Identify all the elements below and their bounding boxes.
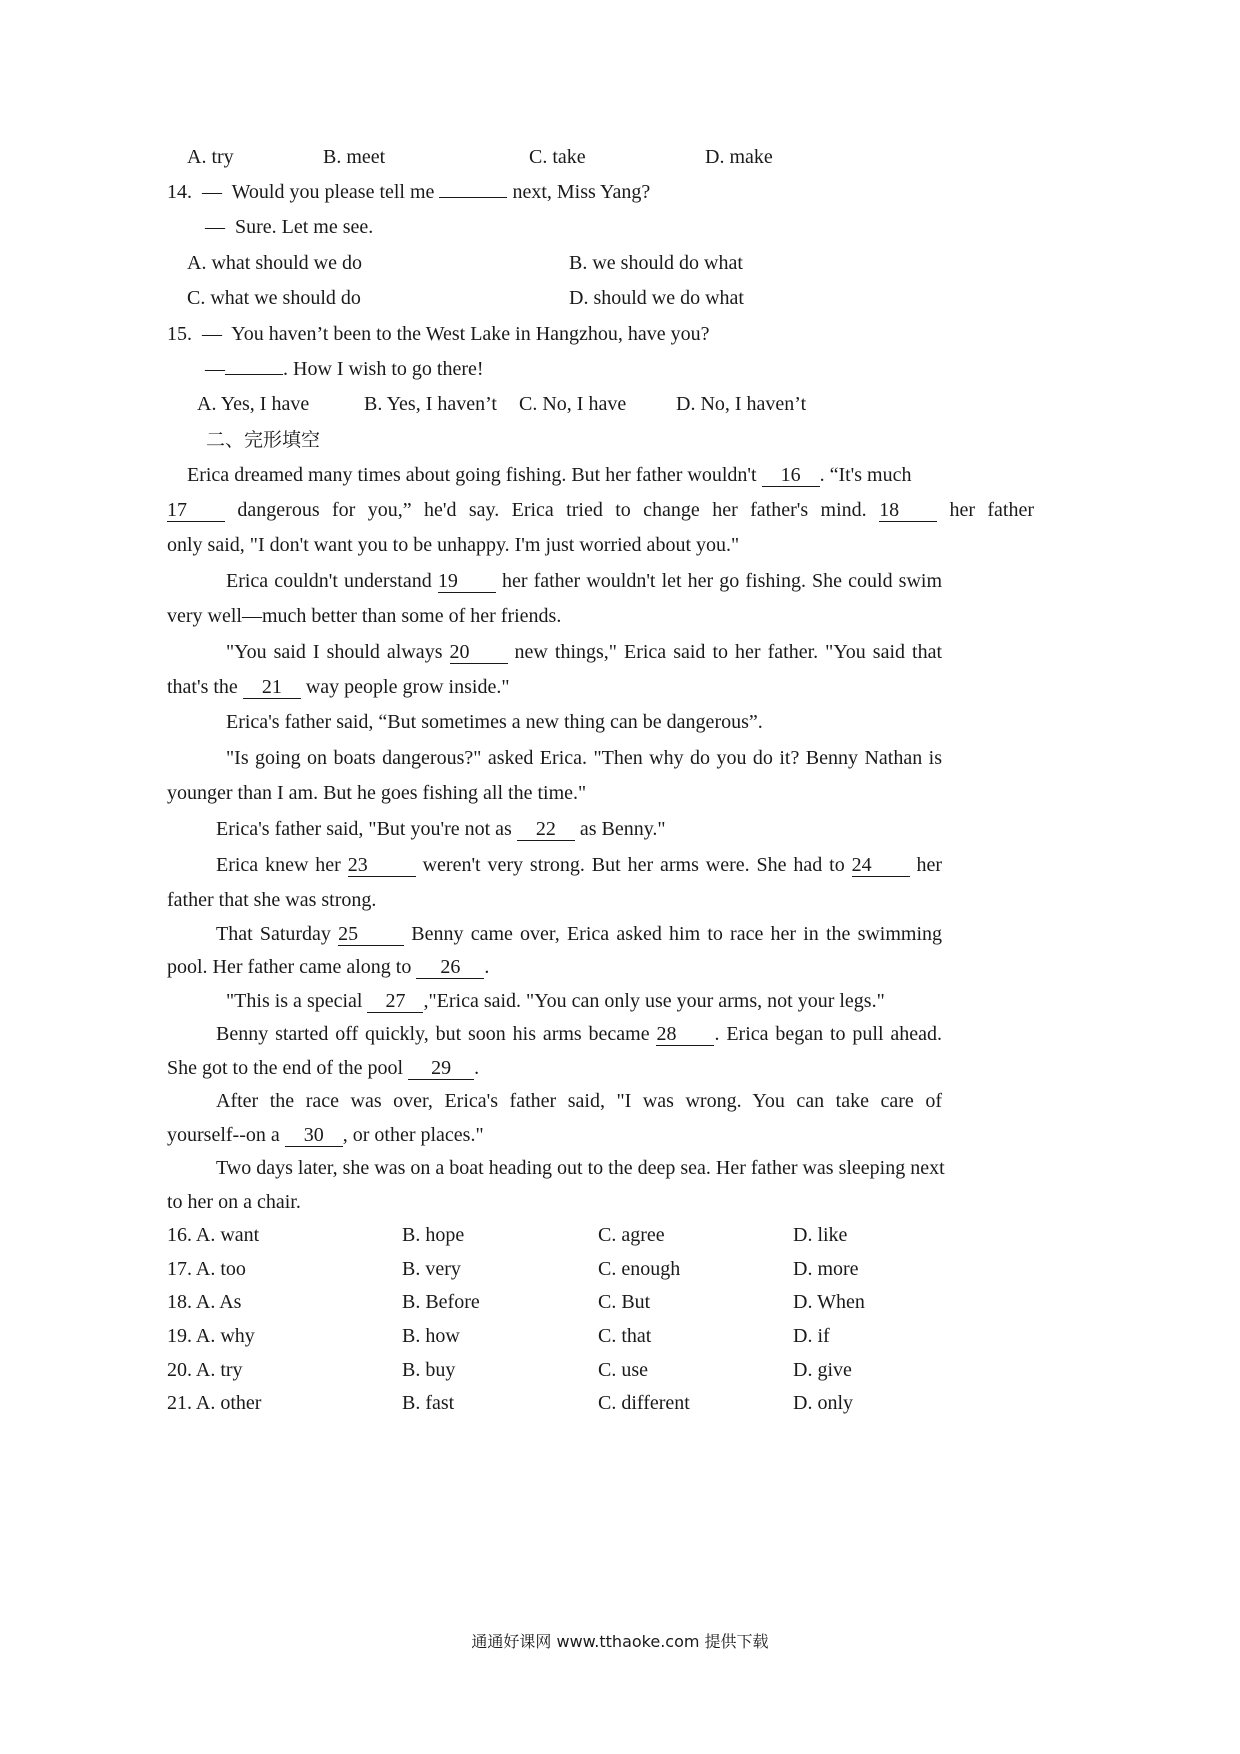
passage-text: that's the — [167, 676, 238, 698]
q18-option-d: D. When — [793, 1291, 865, 1313]
passage-line-20 — [167, 1121, 484, 1149]
blank-18: 18 — [879, 499, 937, 522]
q14-number: 14. — [167, 181, 192, 203]
passage-text: She got to the end of the pool — [167, 1057, 404, 1079]
q17-option-c: C. enough — [598, 1258, 681, 1280]
blank-16: 16 — [762, 464, 820, 487]
passage-line-18 — [167, 1054, 479, 1082]
passage-text: her father wouldn't let her go fishing. She could swim — [501, 570, 943, 592]
passage-line-8: Erica's father said, “But sometimes a new thing can be dangerous”. — [226, 711, 763, 733]
q21-option-c: C. different — [598, 1392, 690, 1414]
blank-19: 19 — [438, 570, 496, 593]
q17-option-d: D. more — [793, 1258, 859, 1280]
section-heading: 二、完形填空 — [206, 429, 321, 451]
passage-line-6 — [226, 638, 942, 666]
passage-text: weren't very strong. But her arms were. She had to — [422, 854, 845, 876]
q14-option-b: B. we should do what — [569, 252, 743, 274]
passage-text: as Benny." — [579, 818, 666, 840]
passage-line-22: to her on a chair. — [167, 1191, 301, 1213]
q15-blank — [225, 374, 283, 375]
q15-option-c: C. No, I have — [519, 393, 627, 415]
q13-option-a: A. try — [187, 146, 234, 168]
q14-question — [167, 178, 650, 206]
passage-text: pool. Her father came along to — [167, 956, 412, 978]
q16-option-a: 16. A. want — [167, 1224, 260, 1246]
passage-text: . — [484, 956, 490, 978]
q14-option-a: A. what should we do — [187, 252, 362, 274]
q14-option-d: D. should we do what — [569, 287, 744, 309]
q20-option-c: C. use — [598, 1359, 648, 1381]
blank-27: 27 — [367, 990, 423, 1013]
q20-option-a: 20. A. try — [167, 1359, 243, 1381]
q20-option-b: B. buy — [402, 1359, 456, 1381]
blank-24: 24 — [852, 854, 910, 877]
passage-line-4 — [226, 567, 942, 595]
page-footer: 通通好课网 www.tthaoke.com 提供下载 — [471, 1632, 769, 1651]
q15-number: 15. — [167, 323, 192, 345]
passage-line-3: only said, "I don't want you to be unhappy. I'm just worried about you." — [167, 534, 740, 556]
passage-text: ,"Erica said. "You can only use your arms, not your legs." — [423, 990, 885, 1012]
q19-option-d: D. if — [793, 1325, 830, 1347]
passage-line-2 — [167, 496, 1034, 524]
passage-text: her — [916, 854, 943, 876]
q15-reply — [205, 355, 484, 383]
q13-option-d: D. make — [705, 146, 773, 168]
blank-30: 30 — [285, 1124, 343, 1147]
q19-option-c: C. that — [598, 1325, 652, 1347]
q18-option-c: C. But — [598, 1291, 651, 1313]
passage-line-17 — [216, 1020, 942, 1048]
q15-text: You haven’t been to the West Lake in Hangzhou, have you? — [231, 323, 710, 345]
passage-text: "This is a special — [226, 990, 363, 1012]
passage-text: way people grow inside." — [305, 676, 510, 698]
passage-line-14 — [216, 920, 942, 948]
q20-option-d: D. give — [793, 1359, 852, 1381]
passage-line-19: After the race was over, Erica's father said, "I was wrong. You can take care of — [216, 1090, 942, 1112]
passage-text: That Saturday — [216, 923, 331, 945]
q16-option-b: B. hope — [402, 1224, 465, 1246]
passage-line-15 — [167, 953, 489, 981]
passage-text: her father — [949, 499, 1035, 521]
passage-text: . “It's much — [819, 464, 912, 486]
blank-25: 25 — [338, 923, 404, 946]
passage-text: . Erica began to pull ahead. — [714, 1023, 942, 1045]
passage-line-7 — [167, 673, 509, 701]
q15-question — [167, 320, 710, 348]
passage-text: , or other places." — [342, 1124, 484, 1146]
q21-option-a: 21. A. other — [167, 1392, 262, 1414]
q16-option-c: C. agree — [598, 1224, 665, 1246]
q17-option-b: B. very — [402, 1258, 461, 1280]
blank-22: 22 — [517, 818, 575, 841]
passage-text: "You said I should always — [226, 641, 443, 663]
q13-option-c: C. take — [529, 146, 586, 168]
q15-option-d: D. No, I haven’t — [676, 393, 807, 415]
q14-option-c: C. what we should do — [187, 287, 361, 309]
passage-line-13: father that she was strong. — [167, 889, 377, 911]
q16-option-d: D. like — [793, 1224, 848, 1246]
blank-26: 26 — [416, 956, 484, 979]
q14-reply-dash: — — [205, 216, 225, 238]
q13-option-b: B. meet — [323, 146, 386, 168]
passage-line-9: "Is going on boats dangerous?" asked Erica. "Then why do you do it? Benny Nathan is — [226, 747, 942, 769]
passage-line-1 — [187, 461, 912, 489]
q14-reply-text: Sure. Let me see. — [235, 216, 374, 238]
blank-21: 21 — [243, 676, 301, 699]
passage-text: Erica dreamed many times about going fishing. But her father wouldn't — [187, 464, 757, 486]
q14-dash: — — [202, 181, 222, 203]
passage-text: yourself--on a — [167, 1124, 280, 1146]
q15-dash: — — [202, 323, 222, 345]
passage-text: Erica's father said, "But you're not as — [216, 818, 512, 840]
blank-17: 17 — [167, 499, 225, 522]
q14-text-pre: Would you please tell me — [231, 181, 435, 203]
blank-28: 28 — [656, 1023, 714, 1046]
blank-20: 20 — [450, 641, 508, 664]
passage-text: . — [474, 1057, 480, 1079]
q19-option-a: 19. A. why — [167, 1325, 255, 1347]
passage-text: new things," Erica said to her father. "You said that — [514, 641, 943, 663]
passage-text: dangerous for you,” he'd say. Erica tried to change her father's mind. — [237, 499, 867, 521]
passage-line-5: very well—much better than some of her friends. — [167, 605, 562, 627]
q19-option-b: B. how — [402, 1325, 460, 1347]
q15-reply-text: . How I wish to go there! — [283, 358, 484, 380]
passage-line-11 — [216, 815, 666, 843]
passage-text: Benny started off quickly, but soon his arms became — [216, 1023, 650, 1045]
q15-option-b: B. Yes, I haven’t — [364, 393, 497, 415]
passage-line-16 — [226, 987, 885, 1015]
passage-text: Erica knew her — [216, 854, 341, 876]
q14-text-post: next, Miss Yang? — [512, 181, 651, 203]
q21-option-d: D. only — [793, 1392, 853, 1414]
q15-reply-dash: — — [205, 358, 225, 380]
passage-text: Erica couldn't understand — [226, 570, 432, 592]
passage-line-10: younger than I am. But he goes fishing all the time." — [167, 782, 587, 804]
q15-option-a: A. Yes, I have — [197, 393, 310, 415]
passage-line-12 — [216, 851, 942, 879]
q17-option-a: 17. A. too — [167, 1258, 246, 1280]
q21-option-b: B. fast — [402, 1392, 455, 1414]
q14-blank — [439, 197, 507, 198]
passage-text: Benny came over, Erica asked him to race her in the swimming — [411, 923, 943, 945]
blank-29: 29 — [408, 1057, 474, 1080]
q18-option-b: B. Before — [402, 1291, 480, 1313]
q18-option-a: 18. A. As — [167, 1291, 242, 1313]
blank-23: 23 — [348, 854, 416, 877]
q14-reply — [205, 213, 373, 241]
passage-line-21: Two days later, she was on a boat heading out to the deep sea. Her father was sleeping next — [216, 1157, 945, 1179]
